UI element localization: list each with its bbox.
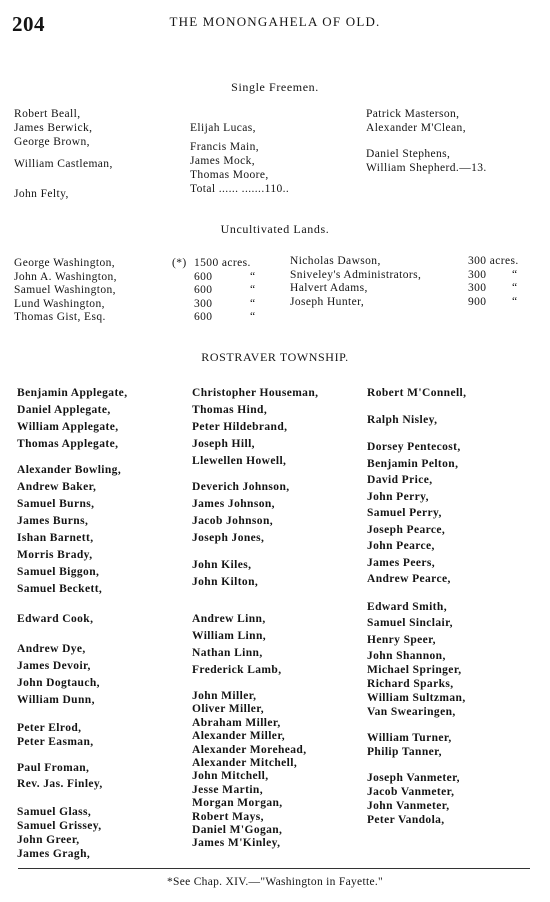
list-item: Alexander Miller, [192, 730, 286, 743]
list-item: James Peers, [367, 556, 436, 569]
list-item: Christopher Houseman, [192, 387, 319, 399]
list-item: Deverich Johnson, [192, 481, 290, 493]
list-item: Jesse Martin, [192, 783, 263, 796]
list-item: Alexander Morehead, [192, 743, 307, 756]
single-freemen-column-1 [14, 107, 113, 201]
list-item: Edward Smith, [367, 600, 447, 613]
list-item: Ralph Nisley, [367, 414, 438, 426]
spacer [367, 719, 466, 731]
list-item: William Linn, [192, 630, 267, 642]
ditto-mark: “ [250, 297, 256, 310]
owner-name: Nicholas Dawson, [290, 255, 381, 267]
table-row [290, 269, 548, 283]
owner-name: John A. Washington, [14, 270, 117, 283]
page-number: 204 [12, 12, 45, 36]
list-item: Thomas Moore, [190, 169, 269, 181]
ditto-mark: “ [250, 311, 256, 323]
acres: 300 acres. [468, 255, 519, 267]
list-item: Samuel Biggon, [17, 566, 100, 578]
acres: 300 [468, 282, 487, 294]
list-item: Rev. Jas. Finley, [17, 778, 103, 790]
list-item: John Mitchell, [192, 770, 269, 783]
ditto-mark: “ [250, 270, 256, 283]
list-item: Robert Mays, [192, 810, 264, 823]
acres: 600 [194, 270, 213, 283]
list-item: Ishan Barnett, [17, 532, 94, 544]
list-item: Oliver Miller, [192, 703, 265, 716]
owner-name: Halvert Adams, [290, 282, 368, 294]
list-item: Andrew Baker, [17, 481, 97, 493]
section-title-rostraver-township: ROSTRAVER TOWNSHIP. [201, 350, 349, 364]
spacer [14, 171, 113, 179]
list-item: James Mock, [190, 155, 256, 167]
list-item: Joseph Hill, [192, 438, 255, 450]
list-item: John Pearce, [367, 540, 435, 552]
list-item: Alexander Mitchell, [192, 756, 298, 769]
spacer [192, 592, 318, 612]
list-item: Joseph Vanmeter, [367, 772, 460, 784]
list-item: Benjamin Pelton, [367, 457, 459, 470]
list-item: William Castleman, [14, 158, 113, 170]
table-row [14, 271, 279, 285]
footnote-mark: (*) [172, 257, 187, 269]
list-item: William Turner, [367, 732, 452, 744]
list-item: Llewellen Howell, [192, 455, 287, 467]
owner-name: George Washington, [14, 257, 116, 269]
section-title-single-freemen: Single Freemen. [231, 80, 319, 94]
list-item: James Devoir, [17, 660, 91, 672]
spacer [192, 471, 318, 480]
footnote-divider [18, 868, 530, 869]
list-item: Peter Easman, [17, 736, 94, 748]
acres: 600 [194, 284, 213, 296]
list-item: James Berwick, [14, 122, 93, 134]
spacer [17, 793, 127, 805]
list-item: Daniel Applegate, [17, 404, 111, 416]
spacer [367, 589, 466, 600]
owner-name: Joseph Hunter, [290, 295, 365, 308]
acres: 900 [468, 295, 487, 308]
uncultivated-lands-left [14, 257, 279, 325]
list-item: Andrew Pearce, [367, 573, 451, 585]
spacer [367, 403, 466, 413]
list-item: George Brown, [14, 136, 90, 148]
list-item: Peter Hildebrand, [192, 421, 288, 433]
list-item: Frederick Lamb, [192, 664, 282, 676]
list-item: John Shannon, [367, 650, 446, 662]
table-row [14, 311, 279, 325]
table-row [14, 284, 279, 298]
owner-name: Thomas Gist, Esq. [14, 311, 106, 323]
owner-name: Samuel Washington, [14, 284, 116, 296]
list-item: Michael Springer, [367, 664, 462, 676]
list-item: John Kilton, [192, 576, 259, 588]
list-item: Elijah Lucas, [190, 122, 256, 134]
running-title: THE MONONGAHELA OF OLD. [169, 14, 381, 29]
list-item: James Burns, [17, 515, 89, 527]
list-item: Nathan Linn, [192, 647, 263, 659]
list-item: Benjamin Applegate, [17, 387, 128, 399]
rostraver-column-2 [192, 386, 318, 850]
ditto-mark: “ [250, 284, 256, 296]
list-item: Dorsey Pentecost, [367, 441, 461, 453]
ditto-mark: “ [512, 282, 518, 294]
table-row [290, 296, 548, 310]
spacer [17, 629, 127, 642]
list-item: James Johnson, [192, 498, 275, 510]
acres: 1500 acres. [194, 257, 251, 269]
list-item: Patrick Masterson, [366, 108, 460, 120]
list-item: William Applegate, [17, 421, 119, 433]
single-freemen-column-2 [190, 121, 289, 196]
list-item: Samuel Burns, [17, 498, 95, 510]
spacer [17, 454, 127, 463]
acres: 600 [194, 311, 213, 323]
list-item: Edward Cook, [17, 613, 94, 625]
ditto-mark: “ [512, 268, 518, 281]
section-title-uncultivated-lands: Uncultivated Lands. [220, 222, 330, 236]
list-item: Samuel Sinclair, [367, 617, 453, 629]
list-item: Thomas Hind, [192, 404, 268, 416]
spacer [192, 680, 318, 689]
list-item: Morris Brady, [17, 549, 93, 561]
list-item: Van Swearingen, [367, 706, 456, 718]
list-item: Peter Vandola, [367, 814, 445, 826]
list-item: Francis Main, [190, 141, 260, 153]
uncultivated-lands-right [290, 255, 548, 309]
list-item: William Dunn, [17, 694, 95, 706]
spacer [366, 135, 487, 147]
acres: 300 [194, 297, 213, 310]
spacer [192, 548, 318, 558]
owner-name: Lund Washington, [14, 297, 105, 310]
list-item: Robert M'Connell, [367, 387, 467, 399]
single-freemen-column-3 [366, 107, 487, 175]
list-item: Jacob Johnson, [192, 515, 274, 527]
list-item: John Felty, [14, 188, 69, 200]
spacer [17, 599, 127, 612]
table-row [290, 282, 548, 296]
list-item: Thomas Applegate, [17, 438, 119, 450]
list-item: Joseph Jones, [192, 532, 265, 544]
list-item: Paul Froman, [17, 762, 90, 774]
list-item: Samuel Perry, [367, 507, 442, 519]
footnote: *See Chap. XIV.—"Washington in Fayette." [166, 876, 384, 888]
list-item: Total ...... .......110.. [190, 183, 290, 195]
list-item: Alexander Bowling, [17, 464, 122, 476]
list-item: John Dogtauch, [17, 677, 100, 689]
list-item: Jacob Vanmeter, [367, 786, 455, 798]
list-item: Andrew Dye, [17, 643, 86, 655]
list-item: Morgan Morgan, [192, 797, 283, 810]
list-item: Henry Speer, [367, 633, 436, 646]
spacer [14, 179, 113, 187]
list-item: David Price, [367, 474, 433, 486]
list-item: Joseph Pearce, [367, 523, 446, 536]
list-item: Peter Elrod, [17, 722, 82, 734]
list-item: Alexander M'Clean, [366, 122, 466, 134]
spacer [367, 759, 466, 771]
list-item: Samuel Glass, [17, 806, 92, 818]
list-item: Richard Sparks, [367, 678, 454, 690]
list-item: John Greer, [17, 834, 80, 846]
spacer [17, 749, 127, 761]
list-item: William Shepherd.—13. [366, 162, 487, 174]
list-item: John Perry, [367, 490, 429, 503]
list-item: John Kiles, [192, 559, 252, 571]
list-item: James Gragh, [17, 848, 91, 860]
list-item: John Miller, [192, 690, 257, 702]
spacer [367, 430, 466, 440]
list-item: John Vanmeter, [367, 800, 450, 812]
spacer [14, 149, 113, 157]
list-item: Daniel M'Gogan, [192, 823, 283, 836]
owner-name: Sniveley's Administrators, [290, 268, 422, 281]
list-item: William Sultzman, [367, 692, 466, 704]
spacer [17, 710, 127, 721]
list-item: Samuel Beckett, [17, 583, 103, 595]
list-item: Abraham Miller, [192, 716, 281, 729]
list-item: Robert Beall, [14, 108, 81, 120]
rostraver-column-3 [367, 386, 466, 827]
acres: 300 [468, 268, 487, 281]
list-item: Philip Tanner, [367, 746, 442, 758]
table-row [14, 298, 279, 312]
list-item: Andrew Linn, [192, 613, 266, 625]
ditto-mark: “ [512, 295, 518, 308]
rostraver-column-1 [17, 386, 127, 861]
list-item: James M'Kinley, [192, 837, 281, 850]
list-item: Samuel Grissey, [17, 820, 102, 832]
table-row [14, 257, 279, 271]
list-item: Daniel Stephens, [366, 148, 451, 160]
table-row [290, 255, 548, 269]
